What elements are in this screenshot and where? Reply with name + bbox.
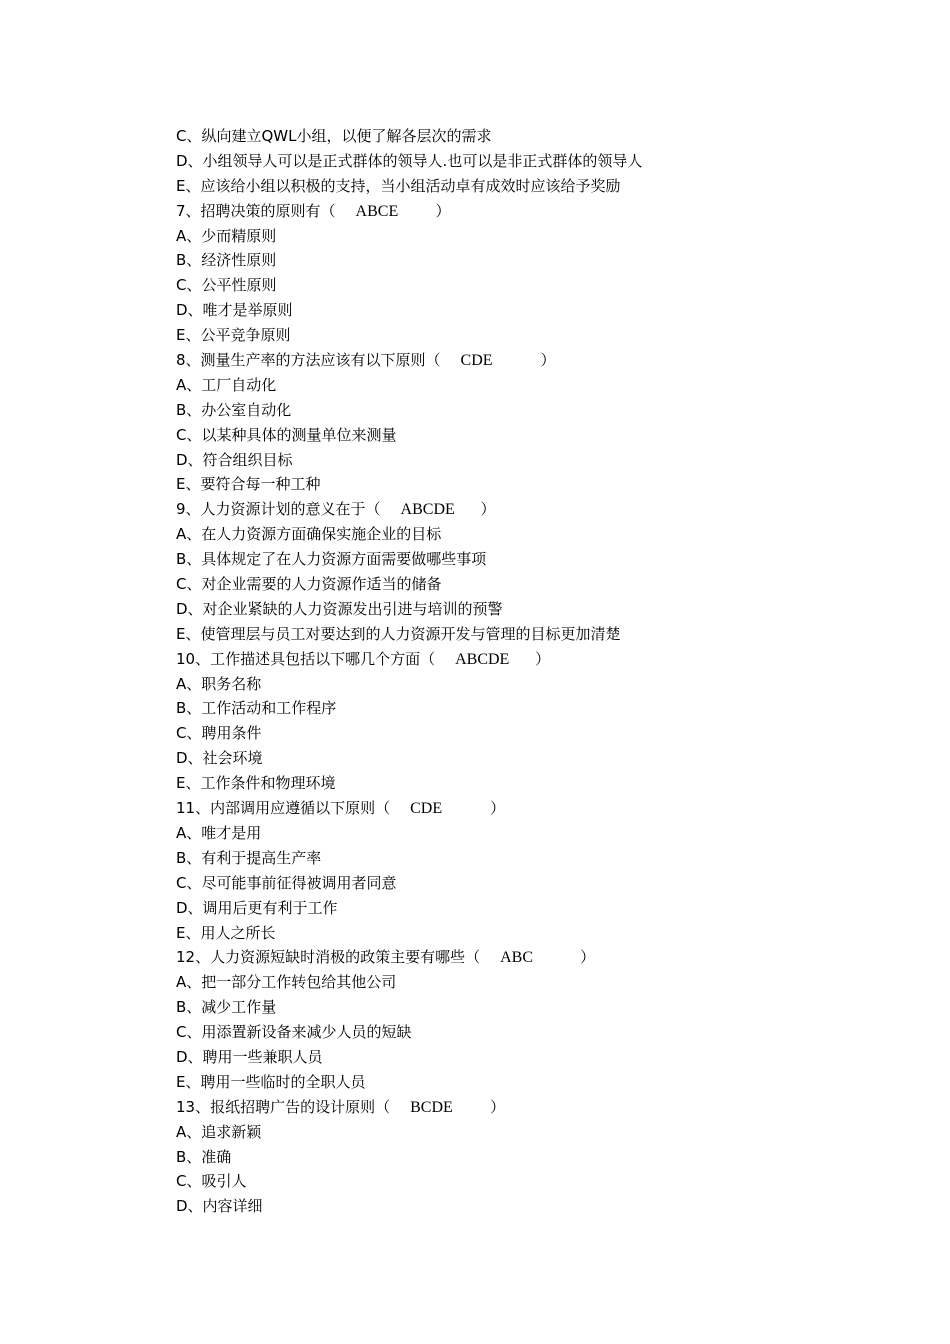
answer-key: ABCE [355, 202, 399, 220]
question-text: 10、工作描述具包括以下哪几个方面（ [176, 649, 436, 668]
option-line: D、社会环境 [176, 749, 263, 768]
question-text: 12、人力资源短缺时消极的政策主要有哪些（ [176, 948, 481, 967]
question-text: 9、人力资源计划的意义在于（ [176, 500, 381, 519]
option-line: E、聘用一些临时的全职人员 [176, 1072, 366, 1091]
option-line: B、工作活动和工作程序 [176, 699, 337, 718]
option-line: C、公平性原则 [176, 276, 277, 295]
closing-bracket: ） [490, 1097, 506, 1116]
option-line: B、准确 [176, 1147, 232, 1166]
option-line: D、内容详细 [176, 1197, 263, 1216]
option-line: A、追求新颖 [176, 1122, 262, 1141]
option-line: D、调用后更有利于工作 [176, 898, 338, 917]
option-line: B、有利于提高生产率 [176, 848, 322, 867]
option-line: D、对企业紧缺的人力资源发出引进与培训的预警 [176, 599, 503, 618]
option-line: C、吸引人 [176, 1172, 247, 1191]
option-line: C、以某种具体的测量单位来测量 [176, 425, 397, 444]
option-line: D、小组领导人可以是正式群体的领导人.也可以是非正式群体的领导人 [176, 151, 643, 170]
option-line: C、聘用条件 [176, 724, 262, 743]
closing-bracket: ） [480, 500, 496, 519]
option-line: E、工作条件和物理环境 [176, 774, 336, 793]
closing-bracket: ） [580, 948, 596, 967]
question-text: 7、招聘决策的原则有（ [176, 201, 336, 220]
answer-key: ABCDE [400, 501, 455, 519]
closing-bracket: ） [490, 799, 506, 818]
option-line: A、唯才是用 [176, 823, 262, 842]
answer-key: CDE [410, 800, 443, 818]
option-line: B、办公室自动化 [176, 400, 292, 419]
closing-bracket: ） [535, 649, 551, 668]
option-line: C、对企业需要的人力资源作适当的储备 [176, 575, 442, 594]
question-line [176, 945, 896, 970]
answer-key: ABC [500, 949, 533, 967]
option-line: B、经济性原则 [176, 251, 277, 270]
answer-key: ABCDE [455, 650, 510, 668]
question-line [176, 199, 896, 224]
option-line: A、把一部分工作转包给其他公司 [176, 973, 397, 992]
option-line: A、在人力资源方面确保实施企业的目标 [176, 525, 442, 544]
option-line: E、使管理层与员工对要达到的人力资源开发与管理的目标更加清楚 [176, 624, 621, 643]
question-line [176, 1095, 896, 1120]
option-line: A、少而精原则 [176, 226, 277, 245]
question-line [176, 647, 896, 672]
question-list [176, 124, 896, 1219]
question-text: 8、测量生产率的方法应该有以下原则（ [176, 351, 441, 370]
option-line: E、要符合每一种工种 [176, 475, 321, 494]
option-line: E、公平竞争原则 [176, 326, 291, 345]
option-line: B、具体规定了在人力资源方面需要做哪些事项 [176, 550, 487, 569]
question-line [176, 348, 896, 373]
question-text: 11、内部调用应遵循以下原则（ [176, 799, 391, 818]
option-line: B、减少工作量 [176, 998, 277, 1017]
option-line: C、纵向建立QWL小组，以便了解各层次的需求 [176, 127, 492, 145]
option-line: E、用人之所长 [176, 923, 276, 942]
closing-bracket: ） [540, 351, 556, 370]
option-line: C、用添置新设备来减少人员的短缺 [176, 1023, 412, 1042]
option-line: D、符合组织目标 [176, 450, 293, 469]
option-line: D、唯才是举原则 [176, 301, 293, 320]
option-line: D、聘用一些兼职人员 [176, 1047, 323, 1066]
question-text: 13、报纸招聘广告的设计原则（ [176, 1097, 391, 1116]
option-line: C、尽可能事前征得被调用者同意 [176, 873, 397, 892]
answer-key: BCDE [410, 1098, 453, 1116]
question-line [176, 796, 896, 821]
closing-bracket: ） [435, 201, 451, 220]
option-line: A、职务名称 [176, 674, 262, 693]
question-line [176, 497, 896, 522]
option-line: E、应该给小组以积极的支持，当小组活动卓有成效时应该给予奖励 [176, 176, 621, 195]
option-line: A、工厂自动化 [176, 375, 277, 394]
answer-key: CDE [460, 352, 493, 370]
